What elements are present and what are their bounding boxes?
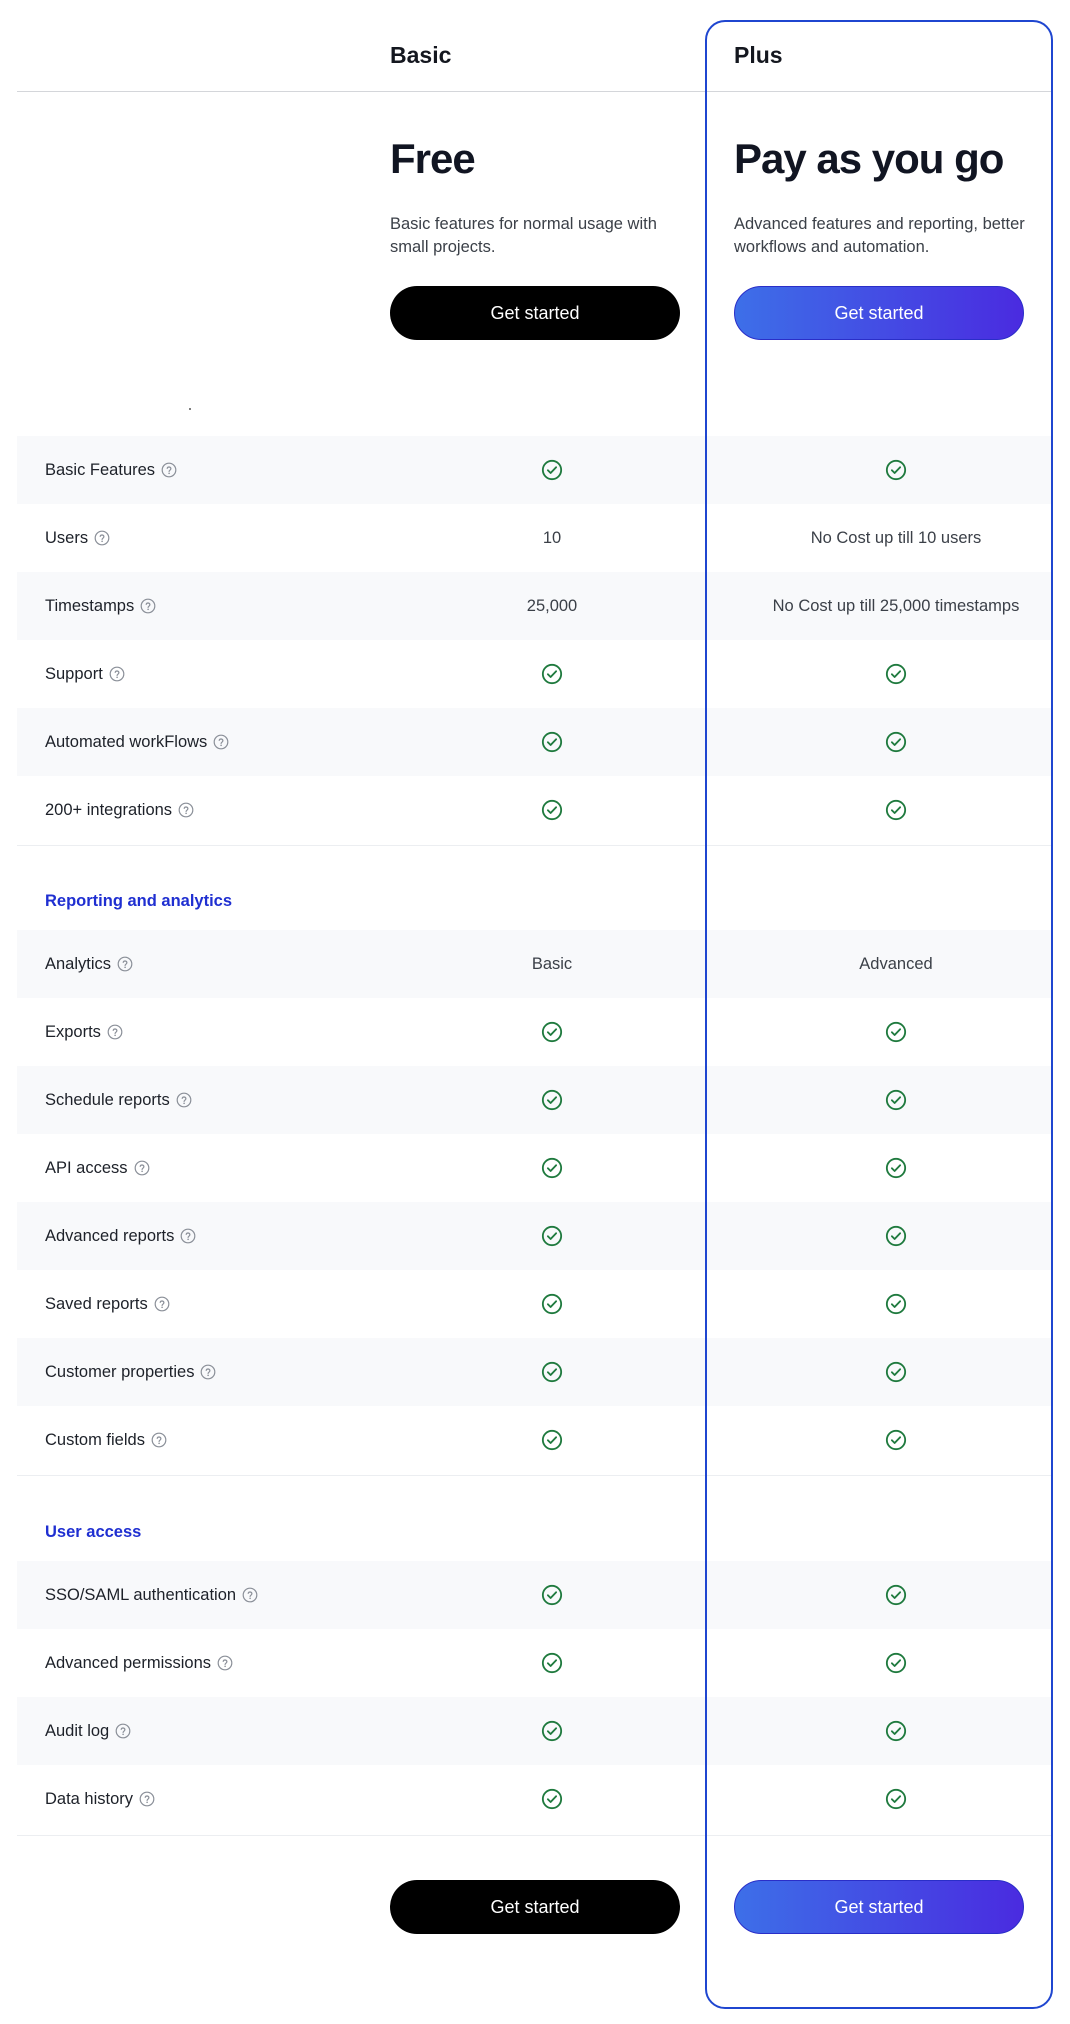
stray-dot <box>189 408 191 410</box>
help-icon[interactable] <box>140 598 156 614</box>
plus-value-text: Advanced <box>859 954 933 973</box>
plus-value-cell <box>746 1225 1046 1247</box>
feature-label <box>45 733 229 752</box>
check-circle-icon <box>541 1361 563 1383</box>
basic-value-cell <box>402 1429 702 1451</box>
plus-value-cell <box>746 663 1046 685</box>
feature-name: Custom fields <box>45 1430 145 1449</box>
plus-value-cell <box>746 1652 1046 1674</box>
basic-value-cell <box>402 1788 702 1810</box>
feature-label <box>45 1023 123 1042</box>
help-icon[interactable] <box>161 462 177 478</box>
plus-get-started-button[interactable]: Get started <box>734 286 1024 340</box>
feature-name: Audit log <box>45 1721 110 1740</box>
feature-row-automated-workflows <box>17 708 1051 776</box>
plus-value-cell <box>746 955 1046 974</box>
feature-name: Exports <box>45 1022 101 1041</box>
basic-value-cell <box>402 731 702 753</box>
plus-value-cell <box>746 1293 1046 1315</box>
plus-value-cell <box>746 597 1046 616</box>
check-circle-icon <box>541 1021 563 1043</box>
section-divider <box>17 1475 1051 1476</box>
check-circle-icon <box>885 1225 907 1247</box>
feature-label <box>45 1722 131 1741</box>
plus-value-cell <box>746 459 1046 481</box>
feature-label <box>45 1295 170 1314</box>
feature-name: SSO/SAML authentication <box>45 1585 237 1604</box>
feature-row-exports <box>17 998 1051 1066</box>
check-circle-icon <box>541 1652 563 1674</box>
section-divider <box>17 1835 1051 1836</box>
feature-name: Data history <box>45 1789 134 1808</box>
help-icon[interactable] <box>242 1587 258 1603</box>
check-circle-icon <box>885 459 907 481</box>
feature-name: Advanced reports <box>45 1226 175 1245</box>
basic-value-text: 10 <box>542 528 562 547</box>
basic-get-started-bottom-button[interactable]: Get started <box>390 1880 680 1934</box>
help-icon[interactable] <box>139 1791 155 1807</box>
plus-value-cell <box>746 1021 1046 1043</box>
feature-label <box>45 1654 233 1673</box>
help-icon[interactable] <box>134 1160 150 1176</box>
basic-value-cell <box>402 529 702 548</box>
feature-label <box>45 1159 150 1178</box>
basic-value-cell <box>402 597 702 616</box>
help-icon[interactable] <box>178 802 194 818</box>
help-icon[interactable] <box>213 734 229 750</box>
feature-label <box>45 597 156 616</box>
feature-name: Timestamps <box>45 596 135 615</box>
basic-value-cell <box>402 1293 702 1315</box>
basic-value-cell <box>402 955 702 974</box>
feature-row-timestamps <box>17 572 1051 640</box>
basic-plan-description: Basic features for normal usage with small projects. <box>390 215 657 256</box>
feature-row-schedule-reports <box>17 1066 1051 1134</box>
check-circle-icon <box>541 459 563 481</box>
basic-value-text: Basic <box>531 954 573 973</box>
basic-value-cell <box>402 1225 702 1247</box>
basic-value-cell <box>402 663 702 685</box>
help-icon[interactable] <box>180 1228 196 1244</box>
check-circle-icon <box>885 663 907 685</box>
feature-name: Support <box>45 664 103 683</box>
plus-value-cell <box>746 1361 1046 1383</box>
feature-name: Customer properties <box>45 1362 195 1381</box>
check-circle-icon <box>885 1021 907 1043</box>
basic-value-cell <box>402 799 702 821</box>
plan-header-row <box>17 0 1051 92</box>
basic-value-cell <box>402 1720 702 1742</box>
feature-name: Schedule reports <box>45 1090 170 1109</box>
plus-value-cell <box>746 1157 1046 1179</box>
section-title-reporting-and-analytics: Reporting and analytics <box>45 892 233 910</box>
help-icon[interactable] <box>107 1024 123 1040</box>
help-icon[interactable] <box>94 530 110 546</box>
plus-value-cell <box>746 1584 1046 1606</box>
basic-value-cell <box>402 1361 702 1383</box>
help-icon[interactable] <box>176 1092 192 1108</box>
feature-row-advanced-permissions <box>17 1629 1051 1697</box>
check-circle-icon <box>885 1361 907 1383</box>
feature-name: Analytics <box>45 954 112 973</box>
feature-label <box>45 461 177 480</box>
feature-label <box>45 1091 192 1110</box>
check-circle-icon <box>885 731 907 753</box>
check-circle-icon <box>541 663 563 685</box>
check-circle-icon <box>885 1652 907 1674</box>
feature-name: Saved reports <box>45 1294 148 1313</box>
feature-label <box>45 801 194 820</box>
plus-value-text: No Cost up till 10 users <box>810 528 982 547</box>
feature-label <box>45 1790 155 1809</box>
feature-row-saved-reports <box>17 1270 1051 1338</box>
plus-plan-price: Pay as you go <box>734 135 1004 182</box>
feature-row-advanced-reports <box>17 1202 1051 1270</box>
section-title-user-access: User access <box>45 1523 142 1541</box>
basic-plan-price: Free <box>390 135 475 182</box>
check-circle-icon <box>541 1225 563 1247</box>
feature-name: Automated workFlows <box>45 732 208 751</box>
check-circle-icon <box>885 1089 907 1111</box>
check-circle-icon <box>885 1157 907 1179</box>
plus-value-text: No Cost up till 25,000 timestamps <box>772 596 1020 615</box>
basic-value-cell <box>402 1021 702 1043</box>
plus-value-cell <box>746 731 1046 753</box>
help-icon[interactable] <box>154 1296 170 1312</box>
check-circle-icon <box>885 1429 907 1451</box>
plus-plan-description: Advanced features and reporting, better workflows and automation. <box>734 215 1025 256</box>
feature-label <box>45 1227 196 1246</box>
basic-value-cell <box>402 1089 702 1111</box>
plus-value-cell <box>746 529 1046 548</box>
feature-name: Basic Features <box>45 460 156 479</box>
plus-value-cell <box>746 799 1046 821</box>
basic-get-started-button[interactable]: Get started <box>390 286 680 340</box>
feature-name: Users <box>45 528 89 547</box>
check-circle-icon <box>885 1720 907 1742</box>
check-circle-icon <box>541 1429 563 1451</box>
feature-row-200-integrations <box>17 776 1051 844</box>
check-circle-icon <box>885 1788 907 1810</box>
feature-row-custom-fields <box>17 1406 1051 1474</box>
check-circle-icon <box>885 799 907 821</box>
help-icon[interactable] <box>117 956 133 972</box>
basic-value-cell <box>402 1157 702 1179</box>
feature-label <box>45 665 125 684</box>
feature-row-api-access <box>17 1134 1051 1202</box>
check-circle-icon <box>541 1720 563 1742</box>
feature-label <box>45 1586 258 1605</box>
check-circle-icon <box>541 1293 563 1315</box>
check-circle-icon <box>541 731 563 753</box>
basic-value-text: 25,000 <box>526 596 578 615</box>
help-icon[interactable] <box>217 1655 233 1671</box>
basic-value-cell <box>402 1584 702 1606</box>
feature-row-support <box>17 640 1051 708</box>
feature-row-customer-properties <box>17 1338 1051 1406</box>
basic-value-cell <box>402 459 702 481</box>
plus-value-cell <box>746 1429 1046 1451</box>
basic-plan-title: Basic <box>390 42 452 68</box>
check-circle-icon <box>541 1584 563 1606</box>
check-circle-icon <box>885 1293 907 1315</box>
feature-label <box>45 1363 216 1382</box>
help-icon[interactable] <box>109 666 125 682</box>
plus-plan-title: Plus <box>734 42 783 68</box>
section-divider <box>17 845 1051 846</box>
plus-value-cell <box>746 1089 1046 1111</box>
plus-value-cell <box>746 1720 1046 1742</box>
feature-row-basic-features <box>17 436 1051 504</box>
check-circle-icon <box>541 1089 563 1111</box>
check-circle-icon <box>541 1788 563 1810</box>
feature-name: Advanced permissions <box>45 1653 211 1672</box>
feature-label <box>45 529 110 548</box>
feature-row-sso-saml-authentication <box>17 1561 1051 1629</box>
feature-name: 200+ integrations <box>45 800 173 819</box>
help-icon[interactable] <box>200 1364 216 1380</box>
plus-get-started-bottom-button[interactable]: Get started <box>734 1880 1024 1934</box>
check-circle-icon <box>885 1584 907 1606</box>
feature-name: API access <box>45 1158 128 1177</box>
basic-value-cell <box>402 1652 702 1674</box>
plus-value-cell <box>746 1788 1046 1810</box>
feature-label <box>45 1431 167 1450</box>
feature-row-data-history <box>17 1765 1051 1833</box>
check-circle-icon <box>541 1157 563 1179</box>
feature-label <box>45 955 133 974</box>
feature-row-audit-log <box>17 1697 1051 1765</box>
help-icon[interactable] <box>151 1432 167 1448</box>
help-icon[interactable] <box>115 1723 131 1739</box>
feature-row-analytics <box>17 930 1051 998</box>
check-circle-icon <box>541 799 563 821</box>
feature-row-users <box>17 504 1051 572</box>
